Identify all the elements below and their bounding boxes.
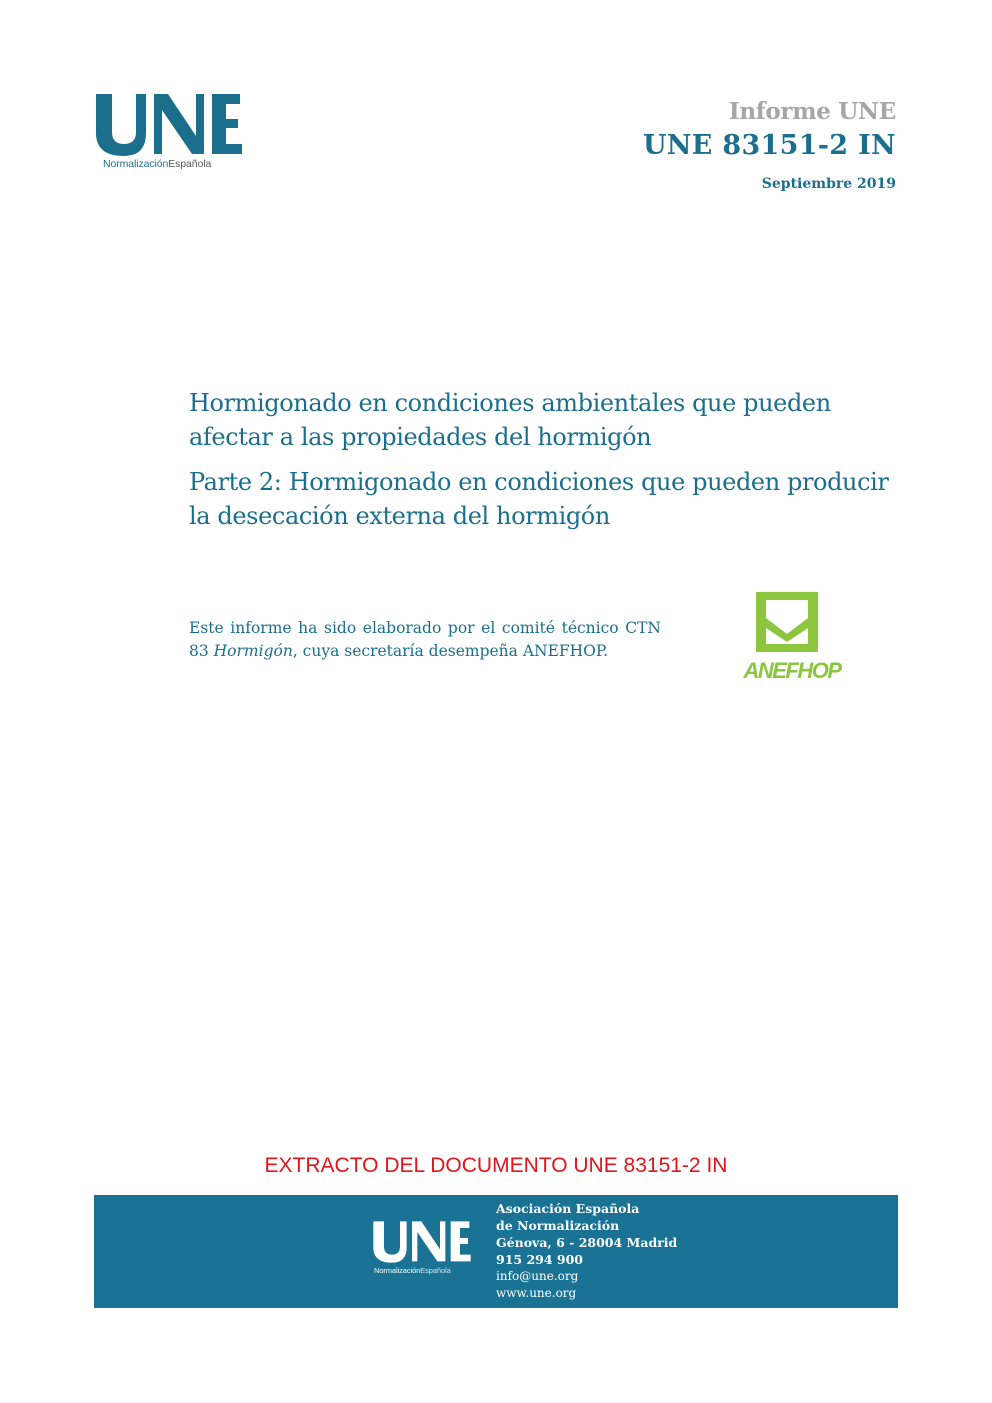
anefhop-logo [724, 590, 860, 686]
footer-org-line-1: Asociación Española [496, 1201, 640, 1216]
document-title [189, 386, 909, 533]
une-logo-tagline: NormalizaciónEspañola [103, 158, 212, 170]
footer-une-tagline: NormalizaciónEspañola [374, 1266, 451, 1275]
footer-une-mark-icon [372, 1219, 472, 1265]
footer-org-line-2: de Normalización [496, 1218, 620, 1233]
footer-address: Génova, 6 - 28004 Madrid [496, 1235, 678, 1250]
footer-phone: 915 294 900 [496, 1252, 583, 1267]
anefhop-wordmark: ANEFHOP [743, 658, 841, 683]
footer-contact [496, 1200, 677, 1302]
footer-band [94, 1195, 898, 1308]
anefhop-logo-icon [724, 590, 860, 686]
document-type: Informe UNE [728, 98, 896, 125]
une-logo [94, 92, 244, 176]
une-logo-mark-icon [94, 92, 244, 158]
committee-statement: Este informe ha sido elaborado por el comité técnico CTN 83 Hormigón, cuya secretaría desempeña ANEFHOP. [189, 619, 661, 660]
committee-name: Hormigón [213, 642, 293, 660]
title-line-2: Parte 2: Hormigonado en condiciones que pueden producir la desecación externa del hormigón [189, 468, 889, 530]
document-header [643, 96, 896, 194]
footer-web-link[interactable]: www.une.org [496, 1286, 577, 1300]
extract-notice: EXTRACTO DEL DOCUMENTO UNE 83151-2 IN [264, 1154, 728, 1177]
footer-une-logo [372, 1219, 472, 1279]
document-date: Septiembre 2019 [761, 176, 896, 192]
document-code: UNE 83151-2 IN [642, 130, 896, 161]
footer-email-link[interactable]: info@une.org [496, 1269, 579, 1283]
title-line-1: Hormigonado en condiciones ambientales que pueden afectar a las propiedades del hormigón [189, 389, 831, 451]
